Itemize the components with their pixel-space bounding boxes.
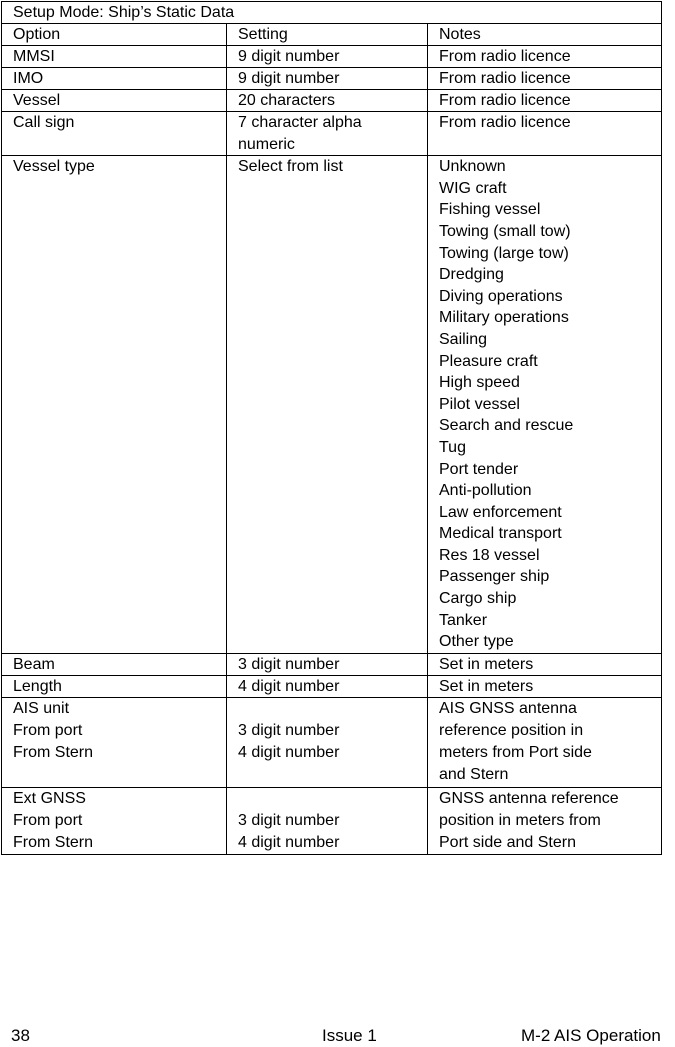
vessel-type-item: Anti-pollution bbox=[439, 482, 532, 500]
ais-unit-setting-line: 3 digit number bbox=[238, 722, 340, 740]
vessel-type-item: Pilot vessel bbox=[439, 395, 520, 413]
ext-gnss-setting-line: 4 digit number bbox=[238, 834, 340, 852]
callsign-setting-line: numeric bbox=[238, 135, 295, 153]
ais-unit-option-line: From Stern bbox=[13, 744, 94, 762]
vessel-type-list bbox=[428, 156, 662, 654]
callsign-setting bbox=[227, 112, 428, 156]
callsign-setting-line: 7 character alpha bbox=[238, 114, 362, 131]
beam-setting: 3 digit number bbox=[227, 653, 428, 675]
table-row-ais-unit bbox=[2, 697, 662, 787]
imo-option: IMO bbox=[2, 68, 227, 90]
mmsi-notes: From radio licence bbox=[428, 46, 662, 68]
ext-gnss-notes-line: position in meters from bbox=[439, 811, 601, 829]
vessel-type-item: Res 18 vessel bbox=[439, 546, 540, 564]
ais-unit-notes-line: AIS GNSS antenna bbox=[439, 699, 577, 717]
ais-unit-option bbox=[2, 697, 227, 787]
length-notes: Set in meters bbox=[428, 675, 662, 697]
table-row-ext-gnss bbox=[2, 787, 662, 855]
vessel-type-item: Diving operations bbox=[439, 287, 563, 305]
imo-setting: 9 digit number bbox=[227, 68, 428, 90]
vessel-type-setting: Select from list bbox=[227, 156, 428, 654]
table-row-mmsi bbox=[2, 46, 662, 68]
vessel-type-item: Cargo ship bbox=[439, 590, 517, 608]
imo-notes: From radio licence bbox=[428, 68, 662, 90]
vessel-notes: From radio licence bbox=[428, 90, 662, 112]
vessel-type-item: Military operations bbox=[439, 309, 569, 327]
page-number: 38 bbox=[11, 1026, 30, 1045]
ais-unit-notes-line: meters from Port side bbox=[439, 744, 592, 762]
mmsi-option: MMSI bbox=[2, 46, 227, 68]
ais-unit-option-line: AIS unit bbox=[13, 699, 70, 717]
length-option: Length bbox=[2, 675, 227, 697]
vessel-type-item: Towing (large tow) bbox=[439, 244, 569, 262]
vessel-type-item: Tanker bbox=[439, 611, 488, 629]
vessel-type-item: Tug bbox=[439, 438, 466, 456]
ais-unit-setting bbox=[227, 697, 428, 787]
ais-unit-option-line: From port bbox=[13, 722, 83, 740]
table-row-beam bbox=[2, 653, 662, 675]
ext-gnss-notes-line: GNSS antenna reference bbox=[439, 789, 619, 807]
vessel-type-item: WIG craft bbox=[439, 179, 507, 197]
beam-notes: Set in meters bbox=[428, 653, 662, 675]
vessel-type-item: Passenger ship bbox=[439, 568, 550, 586]
ais-unit-notes-line: and Stern bbox=[439, 766, 509, 784]
vessel-type-item: Search and rescue bbox=[439, 417, 574, 435]
vessel-type-item: Towing (small tow) bbox=[439, 222, 571, 240]
ext-gnss-option-line: Ext GNSS bbox=[13, 789, 86, 807]
vessel-option: Vessel bbox=[2, 90, 227, 112]
callsign-option: Call sign bbox=[2, 112, 227, 156]
length-setting: 4 digit number bbox=[227, 675, 428, 697]
vessel-type-item: High speed bbox=[439, 374, 520, 392]
static-data-table bbox=[1, 1, 662, 855]
header-setting: Setting bbox=[227, 24, 428, 46]
issue-label: Issue 1 bbox=[322, 1026, 377, 1045]
ext-gnss-notes bbox=[428, 787, 662, 855]
vessel-type-item: Fishing vessel bbox=[439, 201, 541, 219]
table-row-vessel-type bbox=[2, 156, 662, 654]
vessel-type-item: Unknown bbox=[439, 158, 506, 176]
table-caption-row bbox=[2, 2, 662, 24]
table-caption: Setup Mode: Ship’s Static Data bbox=[2, 2, 662, 24]
vessel-type-item: Other type bbox=[439, 633, 514, 651]
ais-unit-notes-line: reference position in bbox=[439, 722, 584, 740]
table-row-length bbox=[2, 675, 662, 697]
table-header-row bbox=[2, 24, 662, 46]
ais-unit-notes bbox=[428, 697, 662, 787]
ext-gnss-notes-line: Port side and Stern bbox=[439, 834, 576, 852]
vessel-setting: 20 characters bbox=[227, 90, 428, 112]
vessel-type-option: Vessel type bbox=[2, 156, 227, 654]
table-row-vessel bbox=[2, 90, 662, 112]
ais-unit-setting-line bbox=[238, 698, 423, 720]
vessel-type-item: Law enforcement bbox=[439, 503, 562, 521]
mmsi-setting: 9 digit number bbox=[227, 46, 428, 68]
ext-gnss-setting-line bbox=[238, 788, 423, 810]
vessel-type-item: Medical transport bbox=[439, 525, 562, 543]
ext-gnss-setting-line: 3 digit number bbox=[238, 811, 340, 829]
header-notes: Notes bbox=[428, 24, 662, 46]
vessel-type-item: Port tender bbox=[439, 460, 519, 478]
ais-unit-setting-line: 4 digit number bbox=[238, 744, 340, 762]
callsign-notes: From radio licence bbox=[428, 112, 662, 156]
table-row-imo bbox=[2, 68, 662, 90]
vessel-type-item: Dredging bbox=[439, 266, 504, 284]
document-title: M-2 AIS Operation bbox=[521, 1026, 661, 1045]
beam-option: Beam bbox=[2, 653, 227, 675]
vessel-type-item: Sailing bbox=[439, 330, 488, 348]
table-row-callsign bbox=[2, 112, 662, 156]
ext-gnss-option-line: From port bbox=[13, 811, 83, 829]
ext-gnss-option-line: From Stern bbox=[13, 834, 94, 852]
vessel-type-item: Pleasure craft bbox=[439, 352, 538, 370]
ext-gnss-setting bbox=[227, 787, 428, 855]
header-option: Option bbox=[2, 24, 227, 46]
ext-gnss-option bbox=[2, 787, 227, 855]
